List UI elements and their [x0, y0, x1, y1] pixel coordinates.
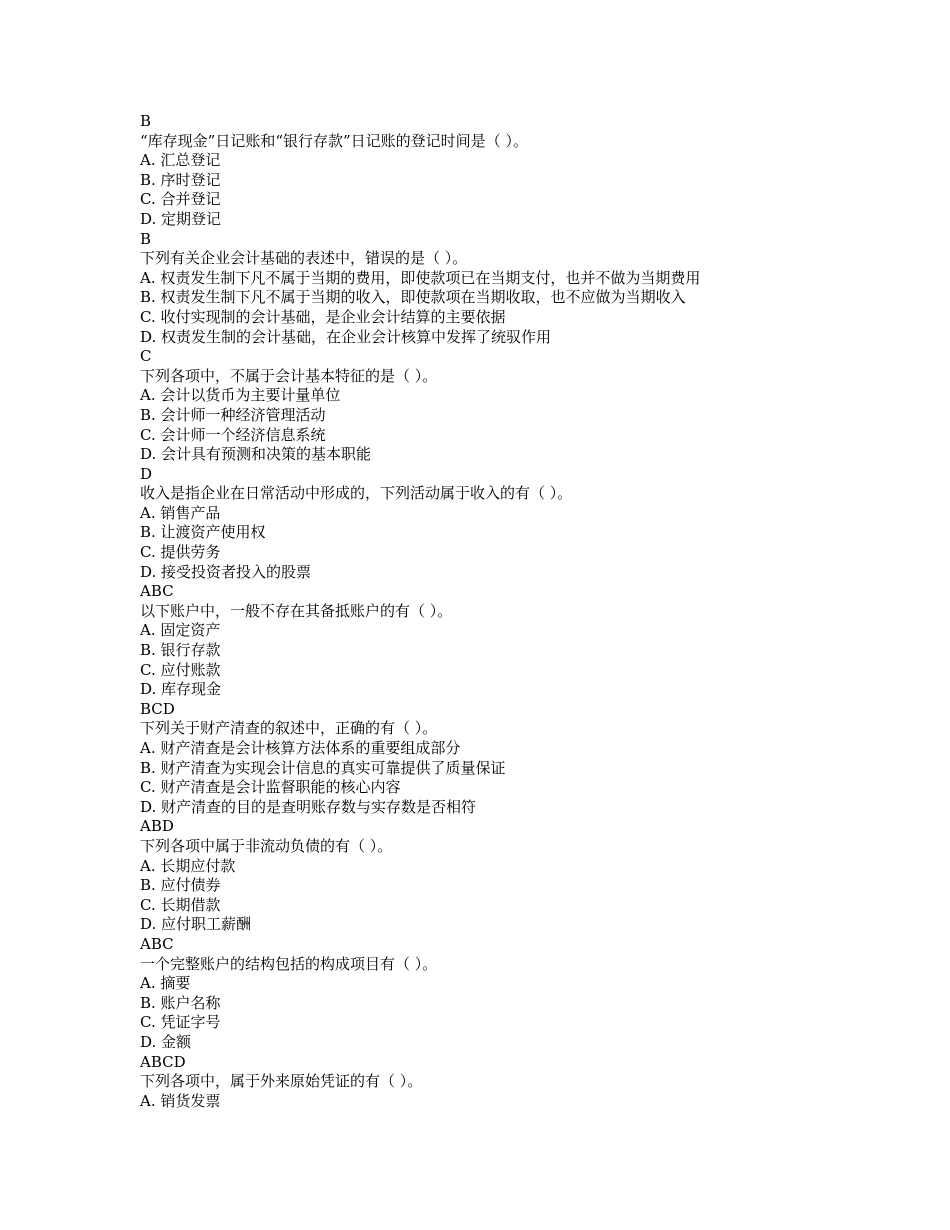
option-line: A. 长期应付款	[140, 856, 236, 875]
answer-line: B	[140, 112, 152, 130]
question-line: 下列有关企业会计基础的表述中，错误的是（ ）。	[140, 249, 468, 268]
option-line: B. 会计师一种经济管理活动	[140, 405, 326, 424]
option-line: A. 会计以货币为主要计量单位	[140, 386, 341, 405]
option-line: C. 提供劳务	[140, 543, 221, 562]
option-line: D. 接受投资者投入的股票	[140, 562, 312, 581]
option-line: A. 固定资产	[140, 621, 221, 640]
question-line: 下列各项中属于非流动负债的有（ ）。	[140, 836, 393, 855]
option-line: D. 库存现金	[140, 680, 222, 699]
option-line: B. 序时登记	[140, 170, 221, 189]
option-line: A. 财产清查是会计核算方法体系的重要组成部分	[140, 739, 461, 757]
option-line: A. 销售产品	[140, 503, 221, 522]
option-line: D. 应付职工薪酬	[140, 915, 252, 934]
option-line: A. 销货发票	[140, 1091, 221, 1110]
answer-line: C	[140, 347, 152, 366]
question-line: 下列各项中，属于外来原始凭证的有（ ）。	[140, 1072, 423, 1091]
option-line: C. 会计师一个经济信息系统	[140, 425, 326, 444]
question-line: “库存现金”日记账和“银行存款”日记账的登记时间是（ ）。	[140, 131, 528, 150]
option-line: D. 财产清查的目的是查明账存数与实存数是否相符	[140, 797, 477, 816]
option-line: D. 权责发生制的会计基础，在企业会计核算中发挥了统驭作用	[140, 327, 552, 346]
option-line: C. 应付账款	[140, 660, 221, 679]
option-line: B. 权责发生制下凡不属于当期的收入，即使款项在当期收取，也不应做为当期收入	[140, 288, 686, 307]
option-line: D. 金额	[140, 1032, 192, 1051]
option-line: A. 摘要	[140, 974, 191, 993]
question-line: 以下账户中，一般不存在其备抵账户的有（ ）。	[140, 601, 453, 620]
document-page	[140, 112, 920, 1111]
option-line: B. 应付债券	[140, 876, 221, 895]
question-line: 一个完整账户的结构包括的构成项目有（ ）。	[140, 954, 438, 973]
option-line: D. 定期登记	[140, 209, 222, 228]
option-line: D. 会计具有预测和决策的基本职能	[140, 445, 372, 464]
option-line: C. 合并登记	[140, 190, 221, 209]
answer-line: BCD	[140, 699, 175, 718]
answer-line: D	[140, 464, 153, 483]
option-line: C. 财产清查是会计监督职能的核心内容	[140, 778, 401, 797]
question-line: 下列关于财产清查的叙述中，正确的有（ ）。	[140, 719, 438, 738]
option-line: B. 账户名称	[140, 993, 221, 1012]
option-line: A. 权责发生制下凡不属于当期的费用，即使款项已在当期支付，也并不做为当期费用	[140, 268, 701, 287]
question-line: 收入是指企业在日常活动中形成的，下列活动属于收入的有（ ）。	[140, 484, 573, 503]
answer-line: ABD	[140, 817, 174, 836]
answer-line: ABCD	[140, 1052, 186, 1071]
option-line: C. 收付实现制的会计基础，是企业会计结算的主要依据	[140, 307, 506, 326]
option-line: C. 长期借款	[140, 895, 221, 914]
option-line: A. 汇总登记	[140, 151, 221, 170]
answer-line: ABC	[140, 934, 174, 953]
answer-line: ABC	[140, 582, 174, 601]
question-line: 下列各项中，不属于会计基本特征的是（ ）。	[140, 366, 438, 385]
option-line: B. 银行存款	[140, 641, 221, 660]
option-line: B. 让渡资产使用权	[140, 523, 266, 542]
option-line: C. 凭证字号	[140, 1013, 221, 1032]
answer-line: B	[140, 229, 152, 248]
option-line: B. 财产清查为实现会计信息的真实可靠提供了质量保证	[140, 758, 506, 777]
